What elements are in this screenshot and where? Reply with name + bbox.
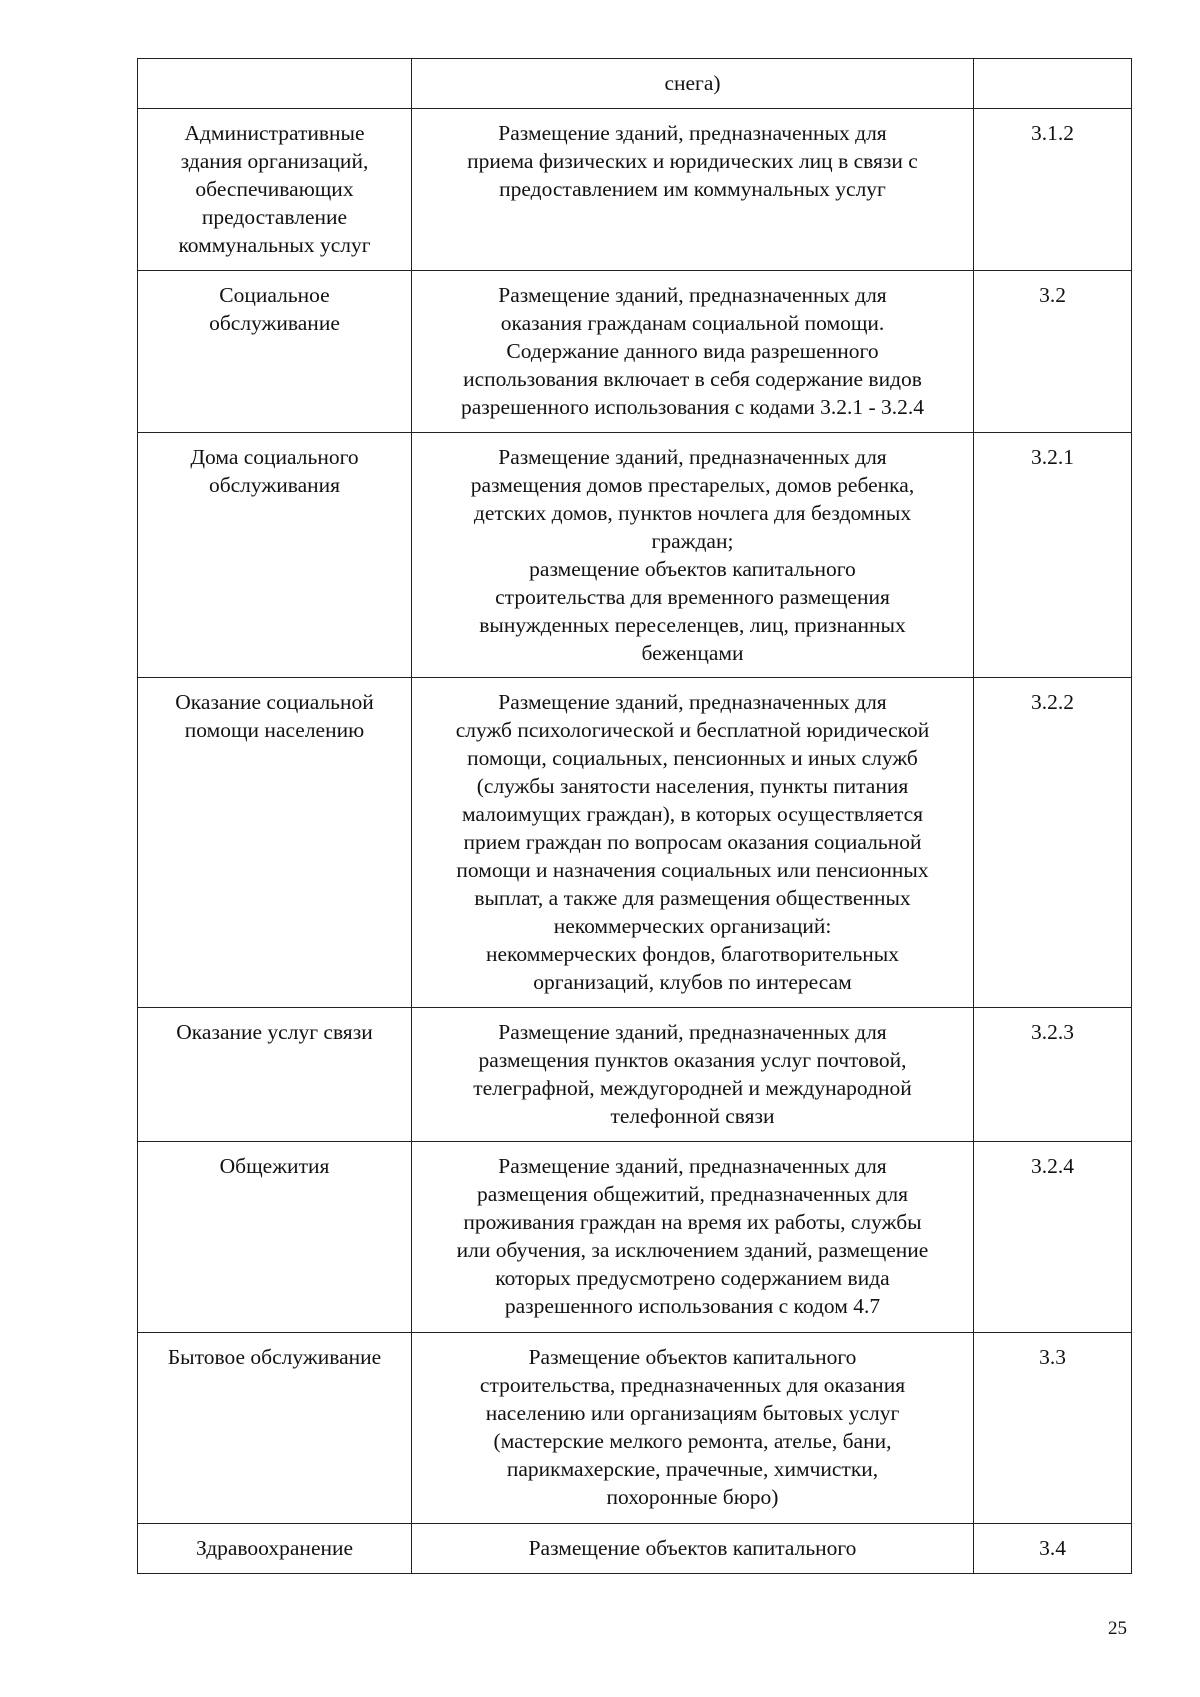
land-use-code: 3.1.2	[1031, 121, 1074, 145]
land-use-description-cell	[412, 109, 974, 271]
land-use-code-cell	[974, 1142, 1132, 1333]
table-row	[138, 109, 1132, 271]
table-row	[138, 433, 1132, 678]
land-use-code-cell	[974, 433, 1132, 678]
land-use-description-paragraph: снега)	[664, 71, 721, 95]
land-use-name: Административные здания организаций, обеспечивающих предоставление коммунальных услуг	[178, 121, 371, 257]
land-use-description-paragraph: Размещение зданий, предназначенных для оказания гражданам социальной помощи. Содержание данного вида разрешенного использования включает в себя содержание видов разрешенного использования с кодами 3.2.1 - 3.2.4	[461, 283, 924, 419]
land-use-code-cell	[974, 1008, 1132, 1142]
table-body	[138, 59, 1132, 1574]
land-use-code-cell	[974, 1333, 1132, 1524]
land-use-name-cell	[138, 109, 412, 271]
table-row	[138, 1333, 1132, 1524]
land-use-name-cell	[138, 59, 412, 109]
land-use-code: 3.2.3	[1031, 1020, 1074, 1044]
land-use-description-paragraph: Размещение зданий, предназначенных для размещения пунктов оказания услуг почтовой, телеграфной, междугородней и международной телефонной связи	[473, 1020, 912, 1128]
land-use-code: 3.2.2	[1031, 690, 1074, 714]
land-use-table	[137, 58, 1132, 1574]
land-use-code-cell	[974, 109, 1132, 271]
table-row	[138, 59, 1132, 109]
land-use-name-cell	[138, 271, 412, 433]
land-use-code-cell	[974, 678, 1132, 1008]
table-row	[138, 1008, 1132, 1142]
land-use-name: Общежития	[219, 1154, 330, 1178]
land-use-name-cell	[138, 1142, 412, 1333]
land-use-description-paragraph: размещение объектов капитального строительства для временного размещения вынужденных переселенцев, лиц, признанных беженцами	[479, 557, 906, 665]
land-use-name: Бытовое обслуживание	[167, 1345, 382, 1369]
land-use-name-cell	[138, 1524, 412, 1574]
table-row	[138, 678, 1132, 1008]
land-use-code: 3.3	[1039, 1345, 1066, 1369]
table-row	[138, 1142, 1132, 1333]
land-use-description-cell	[412, 1008, 974, 1142]
land-use-description-paragraph: некоммерческих фондов, благотворительных организаций, клубов по интересам	[485, 942, 899, 994]
land-use-code: 3.2.4	[1031, 1154, 1074, 1178]
land-use-description-cell	[412, 271, 974, 433]
land-use-description-cell	[412, 433, 974, 678]
land-use-code-cell	[974, 1524, 1132, 1574]
land-use-description-paragraph: Размещение зданий, предназначенных для размещения домов престарелых, домов ребенка, детских домов, пунктов ночлега для бездомных граждан;	[470, 445, 915, 553]
land-use-name: Социальное обслуживание	[209, 283, 340, 335]
land-use-name: Оказание социальной помощи населению	[175, 690, 374, 742]
land-use-description-cell	[412, 1333, 974, 1524]
land-use-description-cell	[412, 678, 974, 1008]
land-use-name-cell	[138, 678, 412, 1008]
land-use-name: Оказание услуг связи	[176, 1020, 373, 1044]
land-use-name: Здравоохранение	[195, 1536, 354, 1560]
land-use-description-paragraph: Размещение зданий, предназначенных для размещения общежитий, предназначенных для проживания граждан на время их работы, службы или обучения, за исключением зданий, размещение которых предусмотрено содержанием вида разрешенного использования с кодом 4.7	[456, 1154, 929, 1318]
table-row	[138, 1524, 1132, 1574]
table-row	[138, 271, 1132, 433]
land-use-code-cell	[974, 271, 1132, 433]
page-number: 25	[1108, 1618, 1127, 1639]
land-use-description-paragraph: Размещение объектов капитального	[528, 1536, 857, 1560]
land-use-description-cell	[412, 59, 974, 109]
land-use-name-cell	[138, 1008, 412, 1142]
land-use-description-paragraph: Размещение объектов капитального строительства, предназначенных для оказания населению или организациям бытовых услуг (мастерские мелкого ремонта, ателье, бани, парикмахерские, прачечные, химчистки, похоронные бюро)	[479, 1345, 906, 1509]
land-use-description-paragraph: Размещение зданий, предназначенных для приема физических и юридических лиц в связи с предоставлением им коммунальных услуг	[467, 121, 918, 201]
land-use-description-cell	[412, 1524, 974, 1574]
land-use-code: 3.4	[1039, 1536, 1066, 1560]
land-use-name-cell	[138, 433, 412, 678]
land-use-name: Дома социального обслуживания	[190, 445, 359, 497]
land-use-code: 3.2.1	[1031, 445, 1074, 469]
land-use-name-cell	[138, 1333, 412, 1524]
land-use-description-cell	[412, 1142, 974, 1333]
land-use-description-paragraph: Размещение зданий, предназначенных для служб психологической и бесплатной юридической помощи, социальных, пенсионных и иных служб (службы занятости населения, пункты питания малоимущих граждан), в которых осуществляется прием граждан по вопросам оказания социальной помощи и назначения социальных или пенсионных выплат, а также для размещения общественных некоммерческих организаций:	[455, 690, 930, 938]
land-use-code: 3.2	[1039, 283, 1066, 307]
land-use-code-cell	[974, 59, 1132, 109]
